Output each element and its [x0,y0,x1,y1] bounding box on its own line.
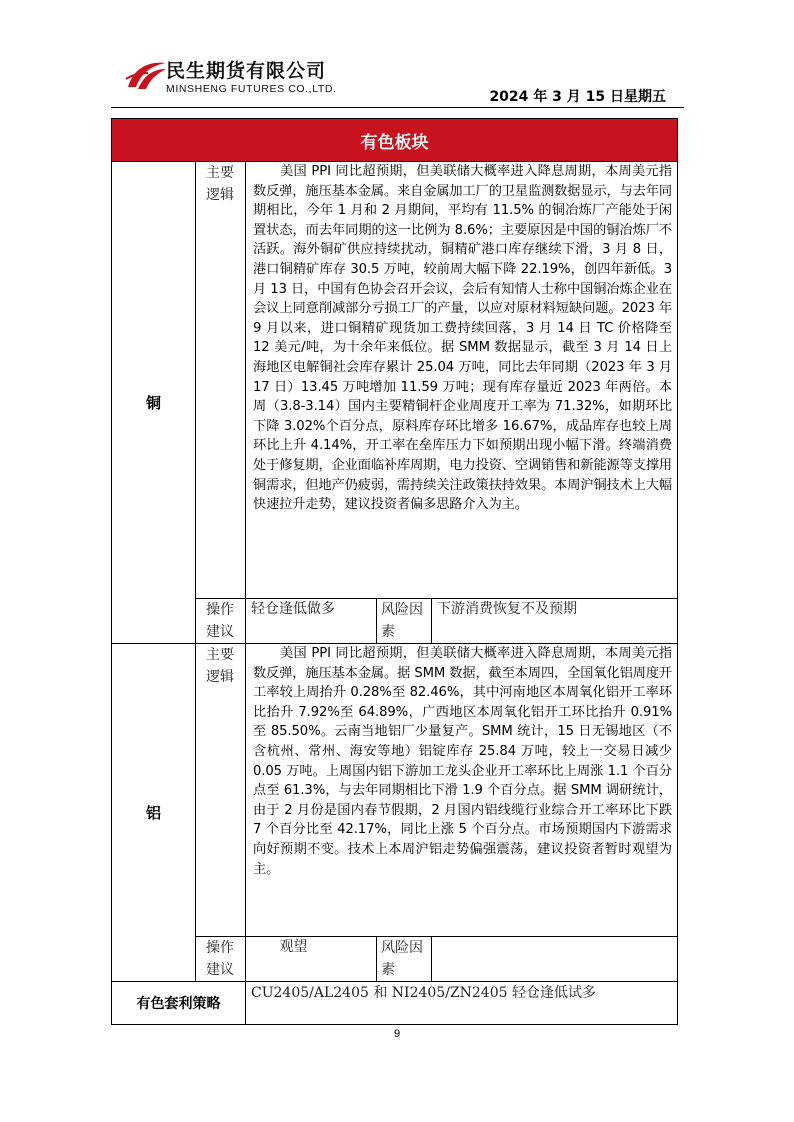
company-name-en: MINSHENG FUTURES CO.,LTD. [166,83,337,95]
copper-operation-value: 轻仓逢低做多 [246,599,377,644]
arbitrage-value: CU2405/AL2405 和 NI2405/ZN2405 轻仓逢低试多 [246,982,678,1025]
copper-logic-label: 主要逻辑 [196,162,246,599]
copper-label: 铜 [112,162,196,644]
copper-logic-text: 美国 PPI 同比超预期，但美联储大概率进入降息周期，本周美元指数反弹，施压基本金属。来自金属加工厂的卫星监测数据显示，与去年同期相比，今年 1 月和 2 月期间，平均有 11.5% 的铜冶炼厂产能处于闲置状态，而去年同期的这一比例为 8.6%；主要原因是中国的铜冶炼厂不活跃。海外铜矿供应持续扰动，铜精矿港口库存继续下滑，3 月 8 日，港口铜精矿库存 30.5 万吨，较前周大幅下降 22.19%，创四年新低。3 月 13 日，中国有色协会召开会议，会后有知情人士称中国铜冶炼企业在会议上同意削减部分亏损工厂的产量，以应对原材料短缺问题。2023 年 9 月以来，进口铜精矿现货加工费持续回落，3 月 14 日 TC 价格降至 12 美元/吨，为十余年来低位。据 SMM 数据显示，截至 3 月 14 日上海地区电解铜社会库存累计 25.04 万吨，同比去年同期（2023 年 3 月 17 日）13.45 万吨增加 11.59 万吨；现有库存量近 2023 年两倍。本周（3.8-3.14）国内主要精铜杆企业周度开工率为 71.32%，如期环比下降 3.02%个百分点，原料库存环比增多 16.67%，成品库存也较上周环比上升 4.14%，开工率在垒库压力下如预期出现小幅下滑。终端消费处于修复期，企业面临补库周期，电力投资、空调销售和新能源等支撑用铜需求，但地产仍疲弱，需持续关注政策扶持效果。本周沪铜技术上大幅快速拉升走势，建议投资者偏多思路介入为主。 [246,162,678,599]
copper-risk-label: 风险因素 [377,599,432,644]
aluminum-logic-text: 美国 PPI 同比超预期，但美联储大概率进入降息周期，本周美元指数反弹，施压基本金属。据 SMM 数据，截至本周四，全国氧化铝周度开工率较上周抬升 0.28%至 82.46%，其中河南地区本周氧化铝开工率环比抬升 7.92%至 64.89%，广西地区本周氧化铝开工环比抬升 0.91%至 85.50%。云南当地铝厂少量复产。SMM 统计，15 日无锡地区（不含杭州、常州、海安等地）铝锭库存 25.84 万吨，较上一交易日减少 0.05 万吨。上周国内铝下游加工龙头企业开工率环比上周涨 1.1 个百分点至 61.3%，与去年同期相比下滑 1.9 个百分点。据 SMM 调研统计，由于 2 月份是国内春节假期，2 月国内铝线缆行业综合开工率环比下跌 7 个百分比至 42.17%，同比上涨 5 个百分点。市场预期国内下游需求向好预期不变。技术上本周沪铝走势偏强震荡，建议投资者暂时观望为主。 [246,644,678,937]
aluminum-operation-label: 操作建议 [196,937,246,982]
header-divider [111,107,684,108]
section-title: 有色板块 [112,119,678,162]
page-number: 9 [393,1028,401,1040]
aluminum-operation-value: 观望 [246,937,377,982]
aluminum-risk-label: 风险因素 [377,937,432,982]
arbitrage-label: 有色套利策略 [112,982,246,1025]
company-logo [124,53,364,103]
nonferrous-table [111,118,678,1025]
aluminum-logic-label: 主要逻辑 [196,644,246,937]
report-date: 2024 年 3 月 15 日星期五 [489,89,666,105]
company-name-cn: 民生期货有限公司 [166,60,327,82]
copper-risk-value: 下游消费恢复不及预期 [432,599,678,644]
aluminum-label: 铝 [112,644,196,982]
copper-operation-label: 操作建议 [196,599,246,644]
aluminum-risk-value [432,937,678,982]
company-logo-icon [124,57,168,93]
